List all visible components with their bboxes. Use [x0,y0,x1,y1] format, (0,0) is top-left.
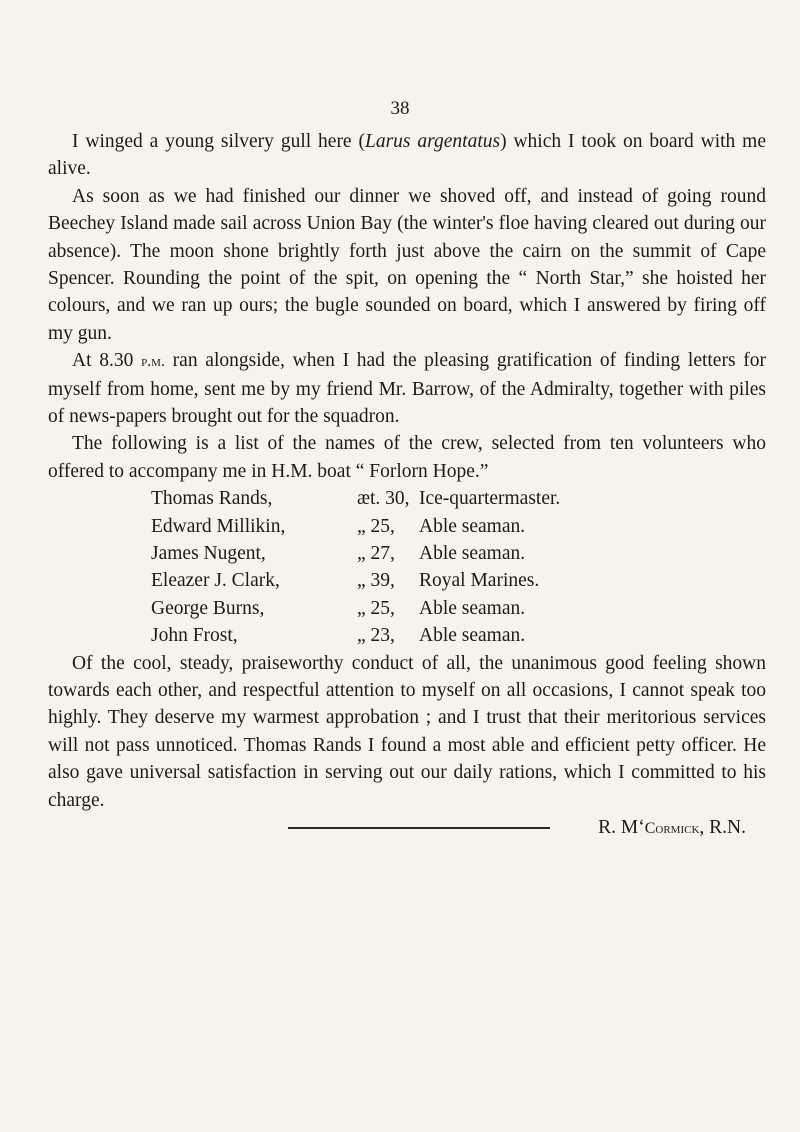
crew-row [151,567,766,594]
paragraph-crew-intro: The following is a list of the names of the crew, selected from ten volunteers who offered to accompany me in H.M. boat “ Forlorn Hope.” [48,433,766,482]
crew-name: Eleazer J. Clark, [151,570,280,592]
crew-rank: Able seaman. [419,597,526,619]
paragraph-arrival-text-a: At 8.30 [72,350,142,372]
crew-rank: Able seaman. [419,515,526,537]
crew-row [151,622,766,649]
time-pm: p.m. [141,353,165,371]
paragraph-gull [48,128,766,183]
signature-surname: Cormick [644,820,700,838]
crew-name: George Burns, [151,597,265,619]
crew-name: James Nugent, [151,543,266,565]
paragraph-arrival [48,347,766,430]
crew-rank: Able seaman. [419,543,526,565]
crew-row [151,513,766,540]
crew-rank: Able seaman. [419,625,526,647]
crew-rank: Royal Marines. [419,570,540,592]
crew-name: Edward Millikin, [151,515,286,537]
paragraph-union-bay: As soon as we had finished our dinner we shoved off, and instead of going round Beechey Island made sail across Union Bay (the winter's floe having cleared out during our absence). The moon shone brightly forth just above the cairn on the summit of Cape Spencer. Rounding the point of the spit, on opening the “ North Star,” she hoisted her colours, and we ran up ours; the bugle sounded on board, which I answered by firing off my gun. [48,185,766,344]
signature-suffix: , R.N. [699,817,746,839]
page-number: 38 [390,98,410,119]
paragraph-arrival-text-b: ran alongside, when I had the pleasing gratification of finding letters for myself from home, sent me by my friend Mr. Barrow, of the Admiralty, together with piles of news-papers brought out for the squadron. [48,350,766,428]
page-body [48,128,766,842]
crew-rank: Ice-quartermaster. [419,488,561,510]
species-name: Larus argentatus [364,131,501,152]
signature-initial: R. M‘ [598,817,645,839]
crew-list [151,485,766,649]
crew-row [151,485,766,512]
crew-age: „ 27, [357,543,395,565]
crew-age: „ 23, [357,625,395,647]
paragraph-gull-text-b: ) which I took on board with me alive. [48,131,767,180]
section-rule [288,827,550,829]
paragraph-gull-text-a: I winged a young silvery gull here ( [72,131,365,152]
paragraph-commendation: Of the cool, steady, praiseworthy conduct of all, the unanimous good feeling shown towards each other, and respectful attention to myself on all occasions, I cannot speak too highly. They deserve my warmest approbation ; and I trust that their meritorious services will not pass unnoticed. Thomas Rands I found a most able and efficient petty officer. He also gave universal satisfaction in serving out our daily rations, which I committed to his charge. [48,652,766,811]
crew-row [151,595,766,622]
crew-row [151,540,766,567]
crew-name: Thomas Rands, [151,488,273,510]
crew-age: „ 25, [357,515,395,537]
crew-age: æt. 30, [357,488,410,510]
crew-age: „ 25, [357,597,395,619]
crew-name: John Frost, [151,625,238,647]
crew-age: „ 39, [357,570,395,592]
